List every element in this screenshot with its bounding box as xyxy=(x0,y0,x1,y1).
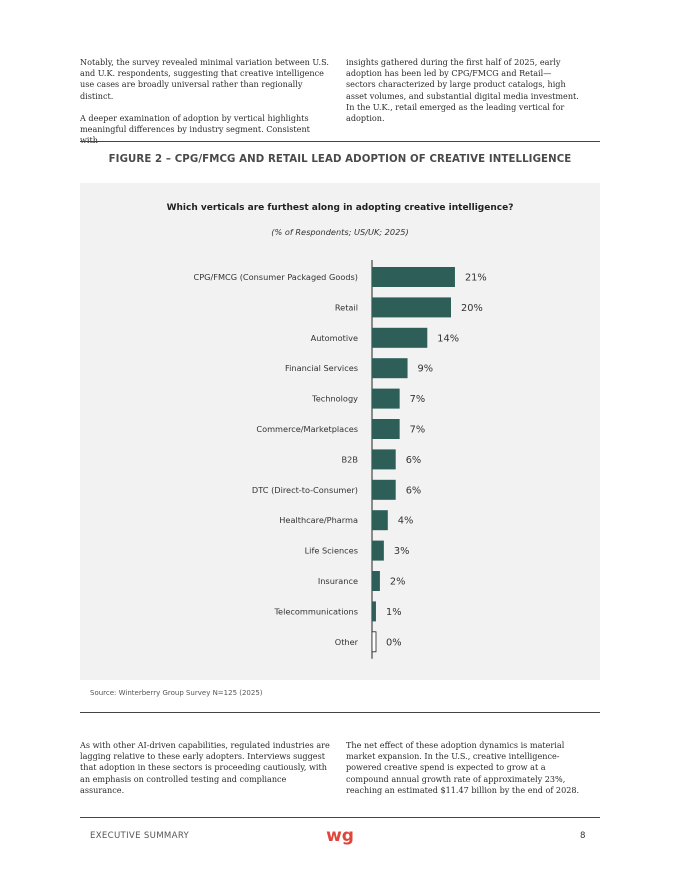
category-label: Retail xyxy=(334,302,358,313)
bar xyxy=(372,297,451,317)
value-label: 6% xyxy=(405,485,422,497)
category-label: Financial Services xyxy=(285,363,358,374)
bar xyxy=(372,328,427,348)
body-paragraph: insights gathered during the first half of 2025, early adoption has been led by CPG/FMCG and Retail—sectors characterized by large product catalogs, high asset volumes, and substantial digital media investment. In the U.K., retail emerged as the leading vertical for adoption. xyxy=(346,57,579,124)
chart-title: Which verticals are furthest along in adopting creative intelligence? xyxy=(166,203,514,213)
logo-text: wg xyxy=(326,826,354,846)
category-label: Other xyxy=(334,636,358,647)
bar-chart xyxy=(80,183,600,680)
category-label: Automotive xyxy=(310,332,358,343)
value-label: 4% xyxy=(397,515,414,527)
category-label: Telecommunications xyxy=(274,606,358,617)
value-label: 9% xyxy=(417,363,434,375)
value-label: 0% xyxy=(386,637,402,649)
figure-source: Source: Winterberry Group Survey N=125 (2025) xyxy=(90,689,263,697)
bar xyxy=(372,541,384,561)
value-label: 7% xyxy=(409,394,426,406)
chart-subtitle: (% of Respondents; US/UK; 2025) xyxy=(271,227,409,237)
category-label: B2B xyxy=(341,454,358,465)
wg-logo xyxy=(324,824,356,852)
bar xyxy=(372,571,380,591)
value-label: 7% xyxy=(409,424,426,436)
top-right-column xyxy=(346,57,580,135)
value-label: 20% xyxy=(461,302,483,314)
bar xyxy=(372,480,396,500)
page-number: 8 xyxy=(580,831,586,841)
bar xyxy=(372,389,400,409)
bar xyxy=(372,510,388,530)
body-paragraph: Notably, the survey revealed minimal variation between U.S. and U.K. respondents, suggesting that creative intelligence use cases are broadly universal rather than regionally distinct. xyxy=(80,57,329,101)
value-label: 21% xyxy=(464,272,487,284)
bar xyxy=(372,358,408,378)
bar xyxy=(372,267,455,287)
footer-section-label: EXECUTIVE SUMMARY xyxy=(90,831,190,841)
category-label: Commerce/Marketplaces xyxy=(256,424,358,434)
bar xyxy=(372,601,376,621)
category-label: Technology xyxy=(312,393,358,404)
bar xyxy=(372,419,400,439)
figure-title: FIGURE 2 – CPG/FMCG AND RETAIL LEAD ADOPTION OF CREATIVE INTELLIGENCE xyxy=(108,154,572,165)
divider xyxy=(80,712,600,713)
body-paragraph: As with other AI-driven capabilities, regulated industries are lagging relative to these early adopters. Interviews suggest that adoption in these sectors is proceeding cautiously, with an emphasis on controlled testing and compliance assurance. xyxy=(80,740,330,795)
chart-panel xyxy=(80,183,600,680)
divider xyxy=(80,141,600,142)
body-paragraph: A deeper examination of adoption by vertical highlights meaningful differences by industry segment. Consistent xyxy=(80,112,310,135)
category-label: CPG/FMCG (Consumer Packaged Goods) xyxy=(193,272,358,282)
value-label: 14% xyxy=(437,333,460,345)
category-label: Life Sciences xyxy=(304,545,358,556)
divider xyxy=(80,817,600,818)
value-label: 1% xyxy=(386,606,402,618)
category-label: DTC (Direct-to-Consumer) xyxy=(251,484,358,495)
value-label: 2% xyxy=(389,576,406,588)
bottom-left-column xyxy=(80,740,330,807)
top-left-column xyxy=(80,57,330,157)
category-label: Insurance xyxy=(317,576,358,586)
bottom-right-column xyxy=(346,740,586,807)
body-paragraph: The net effect of these adoption dynamics is material market expansion. In the U.S., creative intelligence-powered creative spend is expected to grow at a compound annual growth rate of approximately 23%, reaching an estimated $11.47 billion by the end of 2028. xyxy=(346,740,580,795)
bar xyxy=(372,632,376,652)
value-label: 3% xyxy=(393,546,410,558)
bar xyxy=(372,449,396,469)
value-label: 6% xyxy=(405,454,422,466)
category-label: Healthcare/Pharma xyxy=(279,515,358,526)
